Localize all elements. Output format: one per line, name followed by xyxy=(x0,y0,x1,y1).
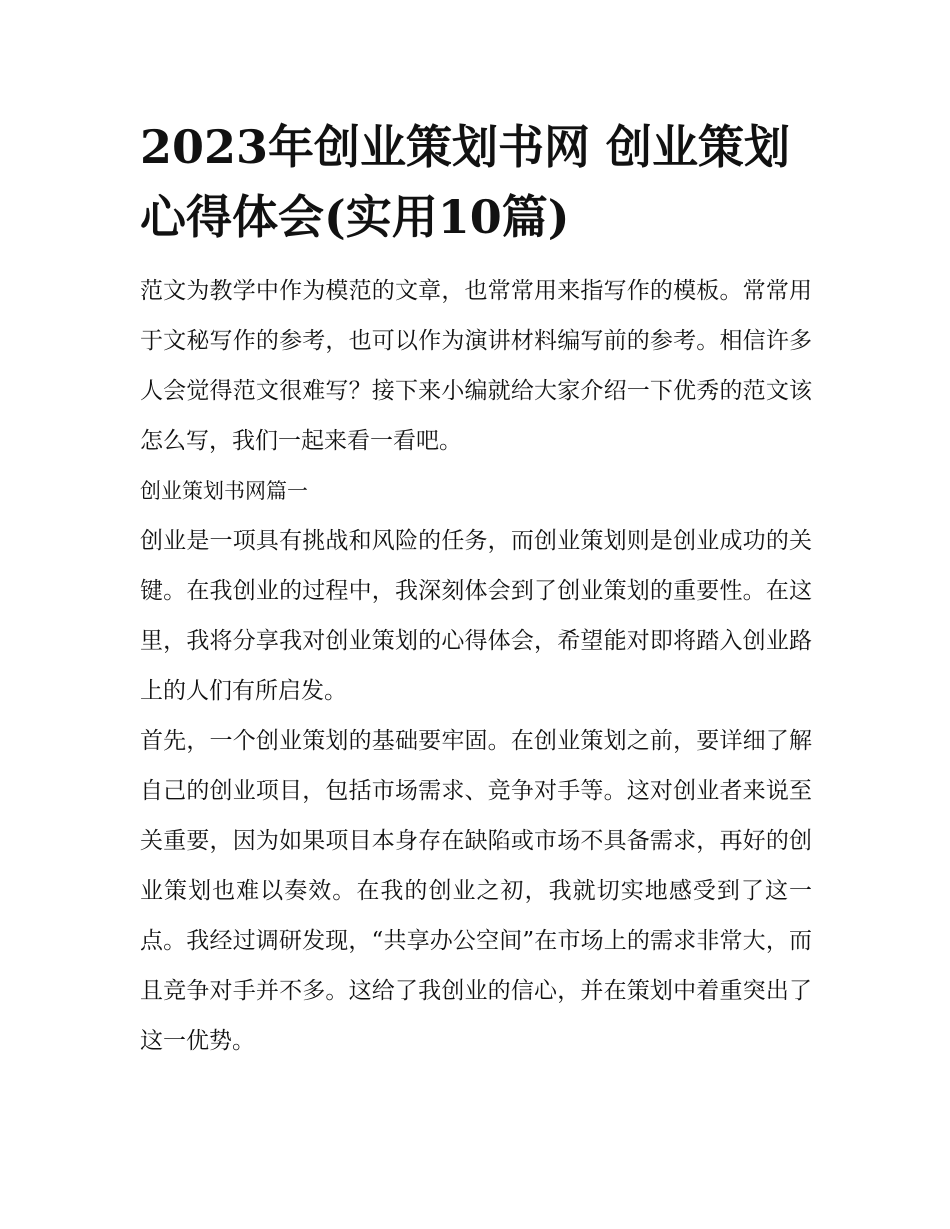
document-title: 2023年创业策划书网 创业策划心得体会(实用10篇) xyxy=(140,120,791,244)
body-paragraph-2: 首先，一个创业策划的基础要牢固。在创业策划之前，要详细了解自己的创业项目，包括市场需求、竞争对手等。这对创业者来说至关重要，因为如果项目本身存在缺陷或市场不具备需求，再好的创业策划也难以奏效。在我的创业之初，我就切实地感受到了这一点。我经过调研发现，“共享办公空间”在市场上的需求非常大，而且竞争对手并不多。这给了我创业的信心，并在策划中着重突出了这一优势。 xyxy=(140,728,812,1054)
section-heading: 创业策划书网篇一 xyxy=(140,479,308,503)
document-page xyxy=(140,112,812,1066)
body-paragraph-1: 创业是一项具有挑战和风险的任务，而创业策划则是创业成功的关键。在我创业的过程中，我深刻体会到了创业策划的重要性。在这里，我将分享我对创业策划的心得体会，希望能对即将踏入创业路上的人们有所启发。 xyxy=(140,528,812,704)
intro-paragraph: 范文为教学中作为模范的文章，也常常用来指写作的模板。常常用于文秘写作的参考，也可以作为演讲材料编写前的参考。相信许多人会觉得范文很难写？接下来小编就给大家介绍一下优秀的范文该怎么写，我们一起来看一看吧。 xyxy=(140,278,812,454)
